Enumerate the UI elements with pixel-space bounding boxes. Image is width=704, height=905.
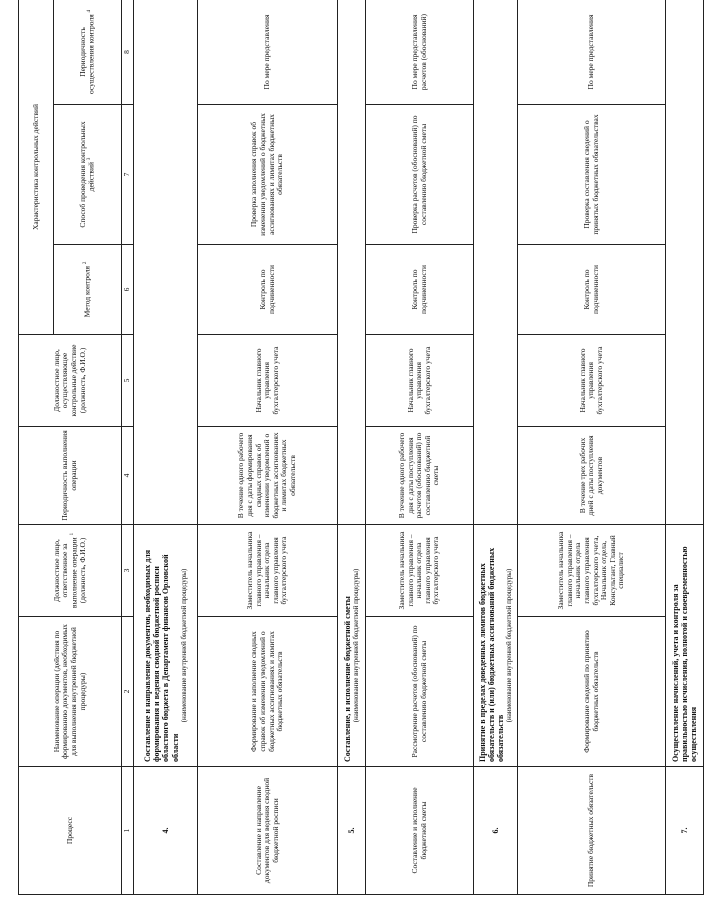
- section-fill: [666, 0, 704, 525]
- section-fill: [134, 0, 198, 525]
- section-row-5: [366, 0, 474, 895]
- footnote-1: 1: [69, 532, 75, 536]
- cell-periodicity: В течение одного рабочего дня с даты формирования сводных справок об изменении уведомлений о бюджетных ассигнованиях и лимитах бюджетных обязательств: [198, 427, 338, 525]
- header-control-periodicity: [54, 0, 122, 105]
- cell-control-periodicity: По мере представления: [198, 0, 338, 105]
- section-header-7: [666, 0, 704, 895]
- column-number: 3: [122, 525, 134, 617]
- cell-operation: Формирование и заполнение сводных справок об изменении уведомлений о бюджетных ассигнованиях и лимитах бюджетных обязательств: [198, 617, 338, 767]
- header-process: Процесс: [19, 767, 122, 895]
- cell-periodicity: В течение трех рабочих дней с даты поступления документов: [518, 427, 666, 525]
- column-number: 7: [122, 105, 134, 245]
- section-subtitle: (наименование внутренней бюджетной процедуры): [179, 568, 188, 723]
- cell-way: Проверка заполнения справок об изменении уведомлений о бюджетных ассигнованиях и лимитах бюджетных обязательств: [198, 105, 338, 245]
- section-number: 4.: [134, 767, 198, 895]
- control-actions-table: [18, 0, 704, 895]
- cell-way: Проверка составления сведений о принятых бюджетных обязательствах: [518, 105, 666, 245]
- cell-responsible: Заместитель начальника главного управления – начальник отдела главного управления бухгалтерского учета: [198, 525, 338, 617]
- header-way-text: Способ проведения контрольных действий: [77, 121, 96, 228]
- cell-method: Контроль по подчиненности: [366, 245, 474, 335]
- cell-method: Контроль по подчиненности: [198, 245, 338, 335]
- cell-controller: Начальник главного управления бухгалтерского учета: [366, 335, 474, 427]
- column-numbers-row: [122, 0, 134, 895]
- cell-control-periodicity: По мере представления: [518, 0, 666, 105]
- cell-controller: Начальник главного управления бухгалтерского учета: [518, 335, 666, 427]
- cell-method: Контроль по подчиненности: [518, 245, 666, 335]
- section-title: Составление, и исполнение бюджетной сметы: [342, 596, 352, 762]
- header-row-1: [19, 0, 54, 895]
- section-fill: [474, 0, 518, 525]
- cell-control-periodicity: По мере представления расчетов (обоснований): [366, 0, 474, 105]
- column-number: 8: [122, 0, 134, 105]
- section-header-6: [474, 0, 518, 895]
- cell-controller: Начальник главного управления бухгалтерского учета: [198, 335, 338, 427]
- section-title: Принятие в пределах доведенных лимитов бюджетных обязательств и (или) бюджетных ассигнований бюджетных обязательств: [477, 547, 506, 762]
- column-number: 1: [122, 767, 134, 895]
- column-number: 6: [122, 245, 134, 335]
- footnote-2: 2: [82, 261, 88, 265]
- section-header-5: [338, 0, 366, 895]
- section-title-cell: [666, 525, 704, 767]
- header-control-periodicity-text: Периодичность осуществления контроля: [77, 14, 96, 95]
- section-number: 5.: [338, 767, 366, 895]
- section-subtitle: (наименование внутренней бюджетной процедуры): [352, 568, 361, 723]
- cell-process: Составление и направление документов для ведения сводной бюджетной росписи: [198, 767, 338, 895]
- cell-process: Составление и исполнение бюджетной сметы: [366, 767, 474, 895]
- section-row-6: [518, 0, 666, 895]
- header-method-text: Метод контроля: [82, 266, 92, 318]
- header-periodicity: Периодичность выполнения операции: [19, 427, 122, 525]
- footnote-4: 4: [87, 9, 93, 13]
- header-responsible: [19, 525, 122, 617]
- header-responsible-suffix: (должность, Ф.И.О.): [77, 537, 87, 604]
- cell-operation: Рассмотрение расчетов (обоснований) по составлению бюджетной сметы: [366, 617, 474, 767]
- cell-responsible: Заместитель начальника главного управления – начальник отдела главного управления бухгалтерского учета, Начальник отдела, Консультант, Главный специалист: [518, 525, 666, 617]
- section-title-cell: [134, 525, 198, 767]
- column-number: 5: [122, 335, 134, 427]
- cell-way: Проверка расчетов (обоснований) по составлению бюджетной сметы: [366, 105, 474, 245]
- header-group: Характеристика контрольных действий: [19, 0, 54, 335]
- header-operation: Наименование операции (действия по формированию документов, необходимых для выполнения внутренней бюджетной процедуры): [19, 617, 122, 767]
- section-subtitle: (наименование внутренней бюджетной процедуры): [505, 568, 514, 723]
- footnote-3: 3: [87, 157, 93, 161]
- section-title-cell: [338, 525, 366, 767]
- header-way: [54, 105, 122, 245]
- section-number: 7.: [666, 767, 704, 895]
- section-title: Составление и направление документов, необходимых для формирования и ведения сводной бюджетной росписи областного бюджета в Департамент финансов Орловской области: [143, 549, 180, 762]
- section-title-cell: [474, 525, 518, 767]
- section-number: 6.: [474, 767, 518, 895]
- cell-process: Принятие бюджетных обязательств: [518, 767, 666, 895]
- header-controller: Должностное лицо, осуществляющее контрольные действие (должность, Ф.И.О.): [19, 335, 122, 427]
- section-header-4: [134, 0, 198, 895]
- column-number: 4: [122, 427, 134, 525]
- rotated-document: [18, 0, 699, 895]
- column-number: 2: [122, 617, 134, 767]
- section-fill: [338, 0, 366, 525]
- header-responsible-text: Должностное лицо, ответственное за выполнение операции: [51, 537, 79, 609]
- cell-periodicity: В течение одного рабочего дня с даты поступления расчетов (обоснований) по составлению бюджетной сметы: [366, 427, 474, 525]
- section-row-4: [198, 0, 338, 895]
- header-method: [54, 245, 122, 335]
- section-title: Осуществление начислений, учета и контроля за правильностью исчисления, полнотой и своевременностью осуществления: [670, 546, 699, 762]
- cell-operation: Формирование сведений по принятию бюджетных обязательств: [518, 617, 666, 767]
- cell-responsible: Заместитель начальника главного управления – начальник отдела главного управления бухгалтерского учета: [366, 525, 474, 617]
